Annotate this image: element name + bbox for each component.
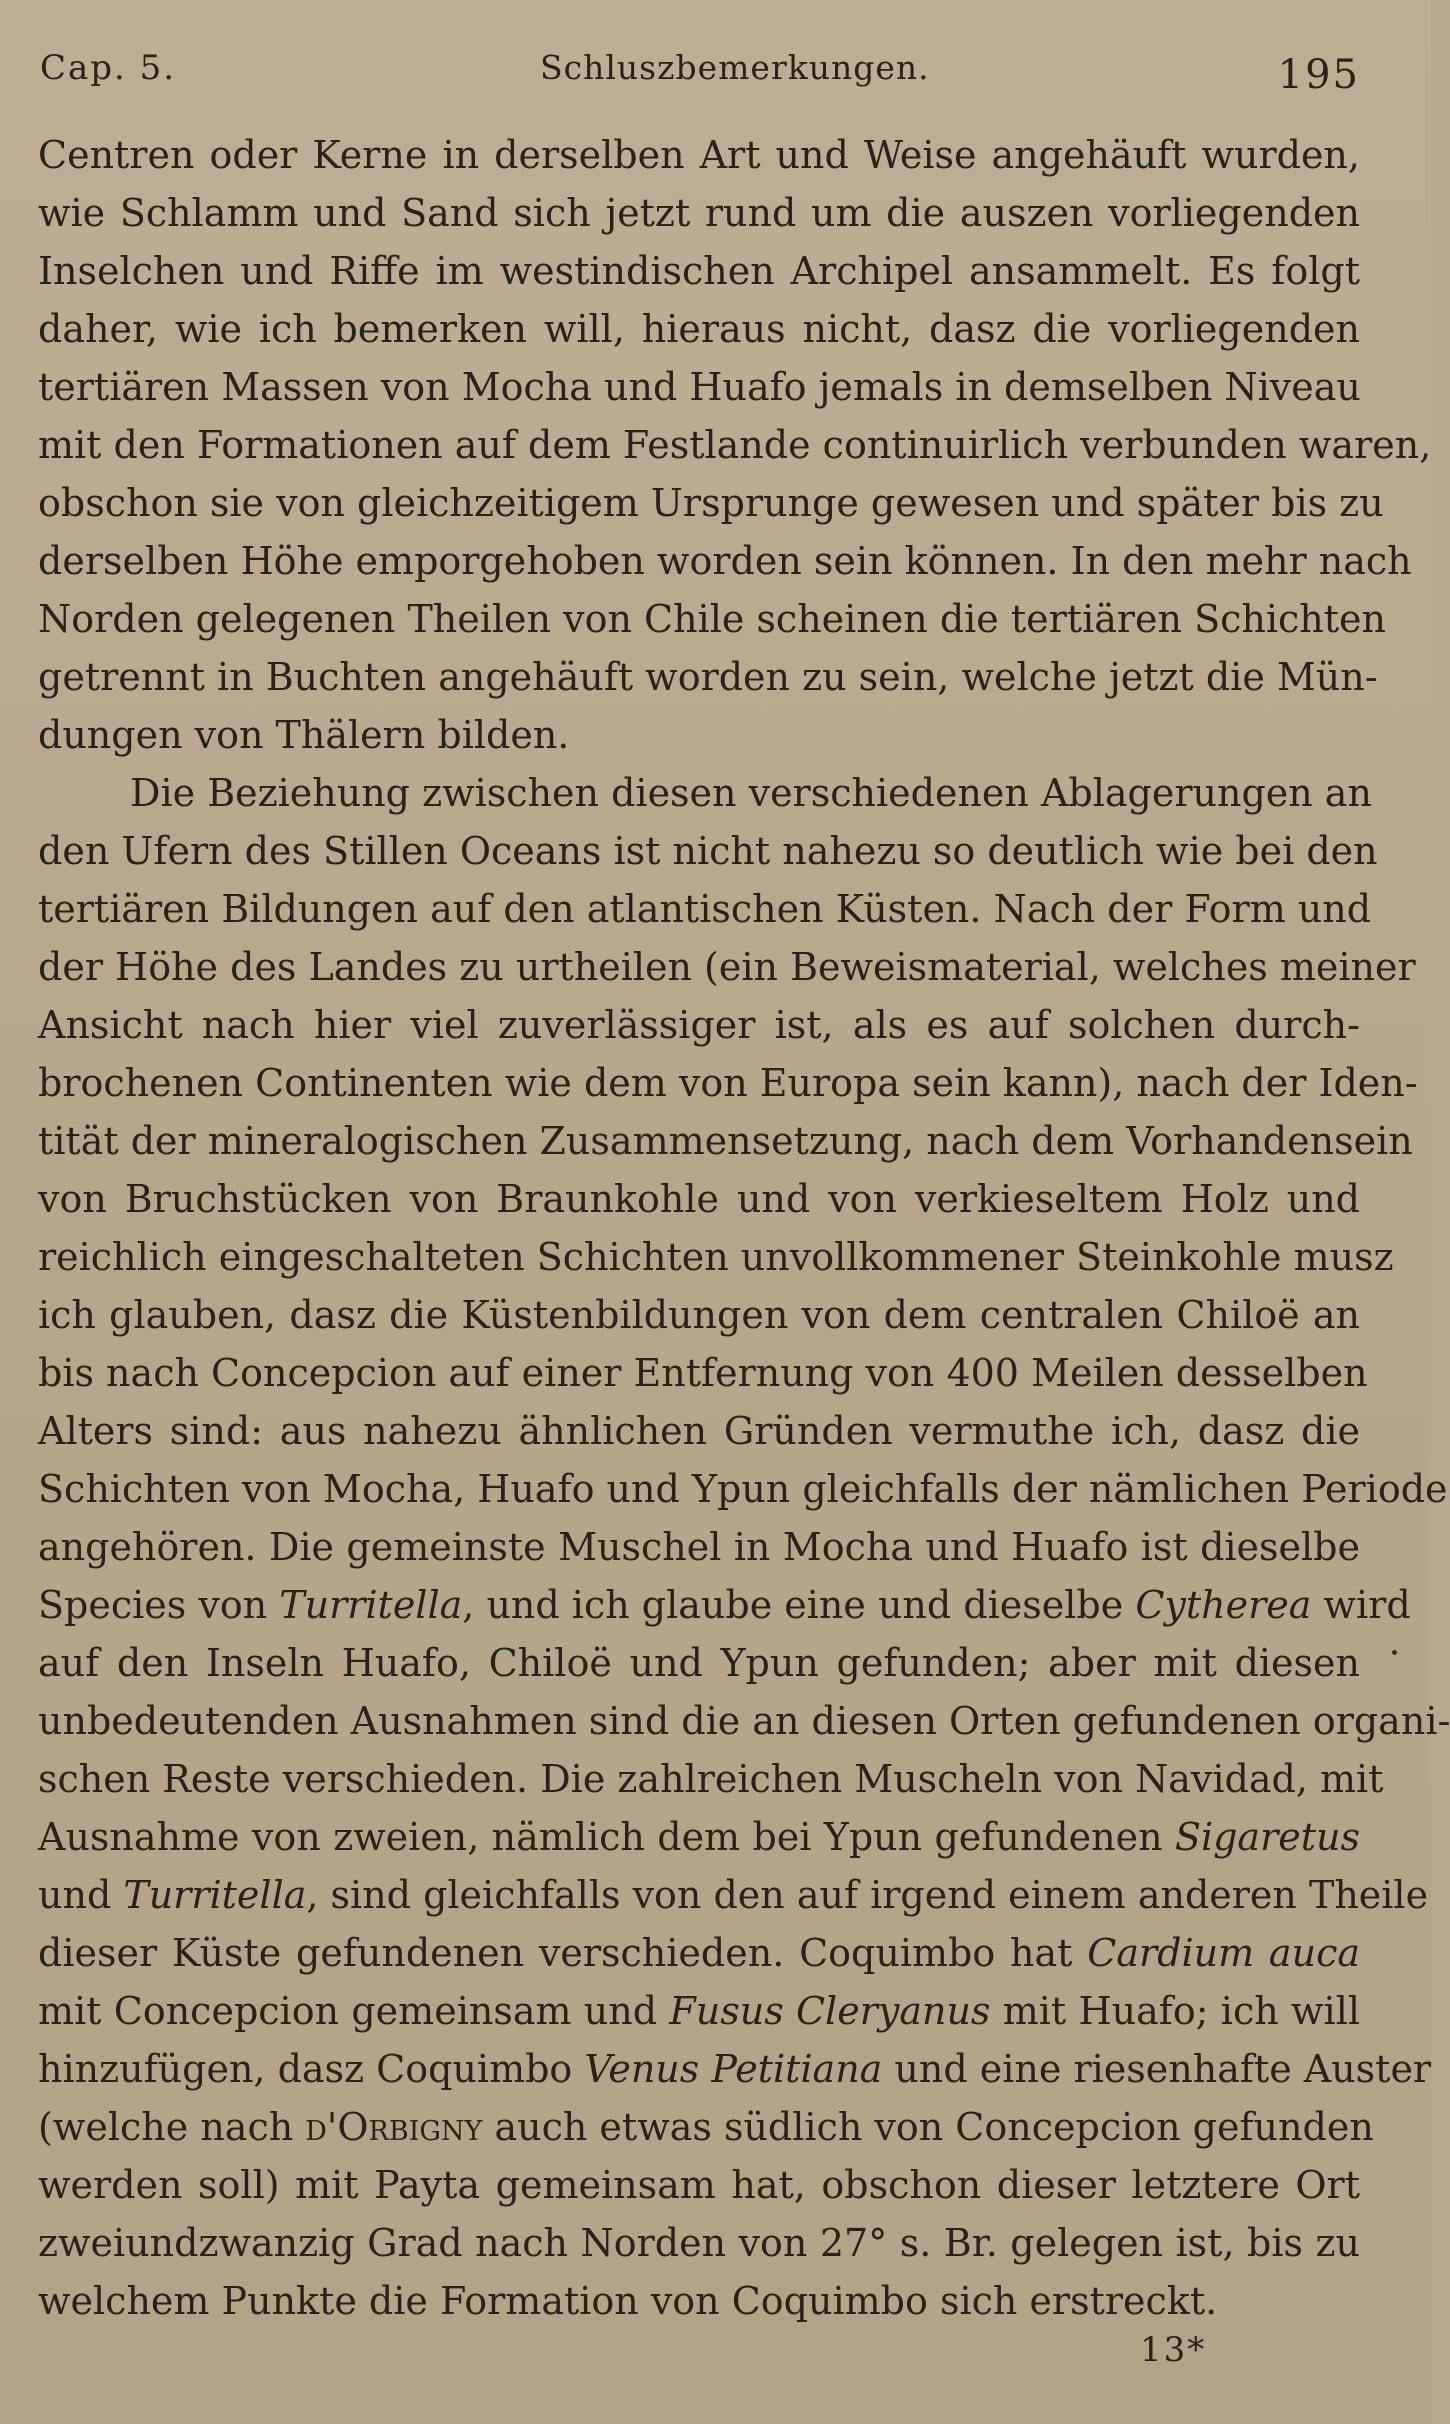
italic-species-name: Venus Petitiana [584, 2047, 883, 2091]
text-line: brochenen Continenten wie dem von Europa sein kann), nach der Iden- [38, 1061, 1418, 1105]
text-line: bis nach Concepcion auf einer Entfernung von 400 Meilen desselben [38, 1351, 1368, 1395]
text-fragment: auch etwas südlich von Concepcion gefunden [482, 2105, 1374, 2149]
text-line: schen Reste verschieden. Die zahlreichen Muscheln von Navidad, mit [38, 1757, 1384, 1801]
text-line: tertiären Massen von Mocha und Huafo jemals in demselben Niveau [38, 365, 1361, 409]
text-line: der Höhe des Landes zu urtheilen (ein Beweismaterial, welches meiner [38, 945, 1416, 989]
running-title: Schluszbemerkungen. [540, 48, 930, 87]
text-line: getrennt in Buchten angehäuft worden zu sein, welche jetzt die Mün- [38, 655, 1378, 699]
text-line [38, 1924, 1360, 1982]
text-line: Norden gelegenen Theilen von Chile scheinen die tertiären Schichten [38, 597, 1387, 641]
text-line: von Bruchstücken von Braunkohle und von verkieseltem Holz und [38, 1177, 1360, 1221]
text-line [38, 1866, 1429, 1924]
text-fragment: , und ich glaube eine und dieselbe [462, 1583, 1136, 1627]
text-line: werden soll) mit Payta gemeinsam hat, obschon dieser letztere Ort [38, 2163, 1360, 2207]
text-line: mit den Formationen auf dem Festlande continuirlich verbunden waren, [38, 423, 1432, 467]
text-line [38, 1576, 1411, 1634]
text-fragment: mit Concepcion gemeinsam und [38, 1989, 670, 2033]
italic-species-name: Sigaretus [1174, 1815, 1360, 1859]
chapter-label: Cap. 5. [40, 48, 177, 88]
text-line [38, 1808, 1360, 1866]
text-fragment: wird [1311, 1583, 1411, 1627]
page-number: 195 [1277, 52, 1360, 98]
text-line: Centren oder Kerne in derselben Art und Weise angehäuft wurden, [38, 133, 1360, 177]
text-line: Alters sind: aus nahezu ähnlichen Gründen vermuthe ich, dasz die [38, 1409, 1360, 1453]
text-fragment: Species von [38, 1583, 280, 1627]
italic-species-name: Fusus Cleryanus [669, 1989, 991, 2033]
text-fragment: Ausnahme von zweien, nämlich dem bei Ypun gefundenen [38, 1815, 1175, 1859]
text-line: Schichten von Mocha, Huafo und Ypun gleichfalls der nämlichen Periode [38, 1467, 1448, 1511]
text-line: ich glauben, dasz die Küstenbildungen von dem centralen Chiloë an [38, 1293, 1360, 1337]
text-line: Die Beziehung zwischen diesen verschiedenen Ablagerungen an [130, 771, 1372, 815]
italic-species-name: Cardium auca [1087, 1931, 1361, 1975]
text-line [38, 1982, 1360, 2040]
text-line: unbedeutenden Ausnahmen sind die an diesen Orten gefundenen organi- [38, 1699, 1450, 1743]
text-line: Inselchen und Riffe im westindischen Archipel ansammelt. Es folgt [38, 249, 1360, 293]
text-fragment: mit Huafo; ich will [990, 1989, 1360, 2033]
running-header [40, 40, 1360, 100]
text-line: zweiundzwanzig Grad nach Norden von 27° s. Br. gelegen ist, bis zu [38, 2221, 1360, 2265]
italic-species-name: Turritella [279, 1583, 463, 1627]
italic-species-name: Turritella [123, 1873, 307, 1917]
text-fragment: , sind gleichfalls von den auf irgend einem anderen Theile [306, 1873, 1429, 1917]
text-line: dungen von Thälern bilden. [38, 713, 570, 757]
text-line: obschon sie von gleichzeitigem Ursprunge gewesen und später bis zu [38, 481, 1384, 525]
italic-species-name: Cytherea [1135, 1583, 1312, 1627]
text-line: auf den Inseln Huafo, Chiloë und Ypun gefunden; aber mit diesen [38, 1641, 1360, 1685]
text-fragment: (welche nach [38, 2105, 306, 2149]
text-line: Ansicht nach hier viel zuverlässiger ist, als es auf solchen durch- [38, 1003, 1360, 1047]
text-fragment: und eine riesenhafte Auster [882, 2047, 1432, 2091]
text-line [38, 2040, 1432, 2098]
text-fragment: dieser Küste gefundenen verschieden. Coquimbo hat [38, 1931, 1088, 1975]
body-text [38, 126, 1450, 2330]
text-fragment: hinzufügen, dasz Coquimbo [38, 2047, 585, 2091]
signature-mark: 13* [1140, 2330, 1207, 2370]
text-line: den Ufern des Stillen Oceans ist nicht nahezu so deutlich wie bei den [38, 829, 1378, 873]
text-line: tertiären Bildungen auf den atlantischen Küsten. Nach der Form und [38, 887, 1372, 931]
text-line: angehören. Die gemeinste Muschel in Mocha und Huafo ist dieselbe [38, 1525, 1360, 1569]
text-line: reichlich eingeschalteten Schichten unvollkommener Steinkohle musz [38, 1235, 1394, 1279]
text-line: wie Schlamm und Sand sich jetzt rund um die auszen vorliegenden [38, 191, 1360, 235]
printing-speck [1392, 1650, 1397, 1655]
text-line: derselben Höhe emporgehoben worden sein können. In den mehr nach [38, 539, 1412, 583]
text-fragment: und [38, 1873, 124, 1917]
text-line [38, 2098, 1374, 2156]
author-name-smallcaps: d'Orbigny [305, 2105, 483, 2149]
text-line: daher, wie ich bemerken will, hieraus nicht, dasz die vorliegenden [38, 307, 1360, 351]
text-line: tität der mineralogischen Zusammensetzung, nach dem Vorhandensein [38, 1119, 1413, 1163]
text-line: welchem Punkte die Formation von Coquimbo sich erstreckt. [38, 2279, 1218, 2323]
